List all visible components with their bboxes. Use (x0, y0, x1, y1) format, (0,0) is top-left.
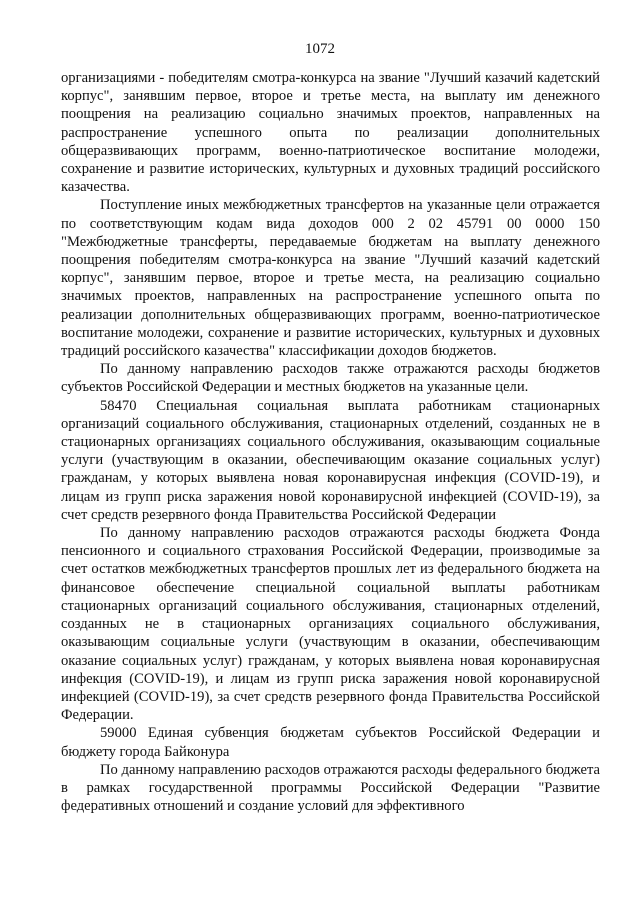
page-number: 1072 (305, 41, 335, 57)
paragraph-code-59000-heading: 59000 Единая субвенция бюджетам субъектов Российской Федерации и бюджету города Байконура (61, 725, 600, 760)
paragraph-continuation: организациями - победителям смотра-конкурса на звание "Лучший казачий кадетский корпус", занявшим первое, второе и третье места, на выплату им денежного поощрения на реализацию социально значимых проектов, направленных на распространение успешного опыта по реализации дополнительных общеразвивающих программ, военно-патриотическое воспитание молодежи, сохранение и развитие исторических, культурных и духовных традиций российского казачества. (61, 70, 600, 196)
paragraph-income-receipt: Поступление иных межбюджетных трансфертов на указанные цели отражается по соответствующим кодам вида доходов 000 2 02 45791 00 0000 150 "Межбюджетные трансферты, передаваемые бюджетам на выплату денежного поощрения победителям смотра-конкурса на звание "Лучший казачий кадетский корпус", занявшим первое, второе и третье места, на реализацию социально значимых проектов, направленных на распространение успешного опыта по реализации дополнительных общеразвивающих программ, военно-патриотическое воспитание молодежи, сохранение и развитие исторических, культурных и духовных традиций российского казачества" классификации доходов бюджетов. (61, 197, 600, 360)
paragraph-regional-expenses: По данному направлению расходов также отражаются расходы бюджетов субъектов Российской Федерации и местных бюджетов на указанные цели. (61, 361, 600, 396)
paragraph-code-58470-description: По данному направлению расходов отражаются расходы бюджета Фонда пенсионного и социального страхования Российской Федерации, производимые за счет остатков межбюджетных трансфертов прошлых лет из федерального бюджета на финансовое обеспечение специальной социальной выплаты работникам стационарных организаций социального обслуживания, стационарных отделений, созданных не в стационарных организациях социального обслуживания, оказывающим социальные услуги (участвующим в оказании, обеспечивающим оказание социальных услуг) гражданам, у которых выявлена новая коронавирусная инфекция (COVID-19), и лицам из групп риска заражения новой коронавирусной инфекцией (COVID-19), за счет средств резервного фонда Правительства Российской Федерации. (61, 525, 600, 724)
body-text (61, 69, 600, 815)
paragraph-code-59000-description: По данному направлению расходов отражаются расходы федерального бюджета в рамках государственной программы Российской Федерации "Развитие федеративных отношений и создание условий для эффективного (61, 761, 600, 815)
paragraph-code-58470-heading: 58470 Специальная социальная выплата работникам стационарных организаций социального обслуживания, стационарных отделений, созданных не в стационарных организациях социального обслуживания, оказывающим социальные услуги (участвующим в оказании, обеспечивающим оказание социальных услуг) гражданам, у которых выявлена новая коронавирусная инфекция (COVID-19), и лицам из групп риска заражения новой коронавирусной инфекцией (COVID-19), за счет средств резервного фонда Правительства Российской Федерации (61, 397, 600, 523)
